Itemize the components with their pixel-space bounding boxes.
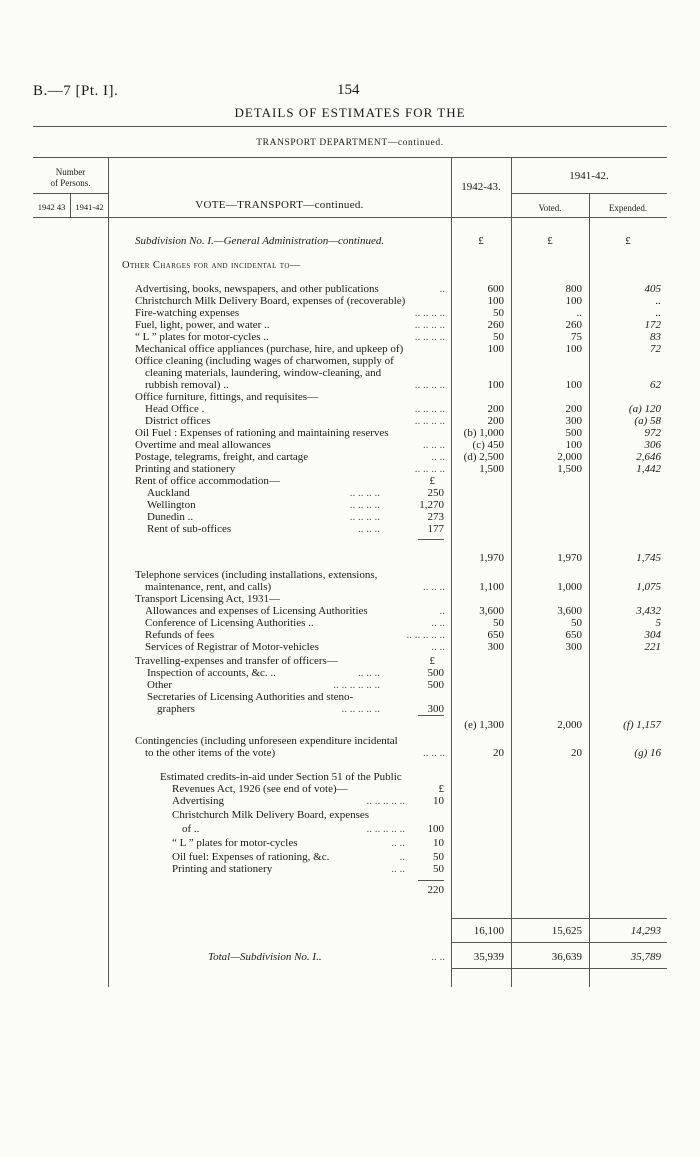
- row-3-leader: .. .. .. ..: [414, 319, 445, 331]
- row-7-label: cleaning materials, laundering, window-cleaning, and: [145, 367, 382, 379]
- row-3-estimate: 260: [487, 319, 504, 331]
- credit-item-0-leader: .. .. .. .. ..: [366, 795, 405, 807]
- row-2-voted: ..: [576, 307, 582, 319]
- row-12-label: Oil Fuel : Expenses of rationing and maintaining reserves: [135, 427, 389, 439]
- row-0-estimate: 600: [487, 283, 504, 295]
- row2-4-voted: 50: [571, 617, 582, 629]
- credit-item-5-label: Printing and stationery: [172, 863, 273, 875]
- vote-label: VOTE—TRANSPORT—continued.: [195, 199, 364, 211]
- row2-6-voted: 300: [565, 641, 582, 653]
- row-0-expended: 405: [644, 283, 661, 295]
- row-2-estimate: 50: [493, 307, 504, 319]
- rent-item-2-amount: 273: [427, 511, 444, 523]
- total-voted: 36,639: [551, 951, 582, 963]
- row-10-voted: 200: [565, 403, 582, 415]
- row2-6-leader: .. ..: [431, 641, 445, 653]
- row2-4-estimate: 50: [493, 617, 504, 629]
- row-8-estimate: 100: [487, 379, 504, 391]
- row-3-voted: 260: [565, 319, 582, 331]
- row2-3-voted: 3,600: [557, 605, 582, 617]
- currency-estimate: £: [478, 235, 484, 247]
- travel-item-3-leader: .. .. .. .. ..: [341, 703, 380, 715]
- header-divider: [33, 126, 667, 127]
- rent-item-0-amount: 250: [427, 487, 444, 499]
- row-4-voted: 75: [571, 331, 582, 343]
- rent-total-estimate: 1,970: [479, 552, 504, 564]
- credit-item-1-label: Christchurch Milk Delivery Board, expenses: [172, 809, 370, 821]
- subtotal-expended: 14,293: [630, 925, 661, 937]
- subdivision-heading: Subdivision No. I.—General Administration—continued.: [135, 235, 385, 247]
- row2-1-estimate: 1,100: [479, 581, 504, 593]
- row2-2-label: Transport Licensing Act, 1931—: [135, 593, 281, 605]
- row-4-leader: .. .. .. ..: [414, 331, 445, 343]
- row2-1-label: maintenance, rent, and calls): [145, 581, 272, 593]
- rent-item-0-label: Auckland: [147, 487, 190, 499]
- rent-item-1-leader: .. .. .. ..: [349, 499, 380, 511]
- rent-item-3-label: Rent of sub-offices: [147, 523, 232, 535]
- row2-6-expended: 221: [644, 641, 661, 653]
- travel-item-3-label: graphers: [157, 703, 195, 715]
- row-11-label: District offices: [145, 415, 211, 427]
- row2-3-expended: 3,432: [636, 605, 661, 617]
- row-1-voted: 100: [565, 295, 582, 307]
- row2-5-estimate: 650: [487, 629, 504, 641]
- credits-heading: Estimated credits-in-aid under Section 51 of the Public: [160, 771, 402, 783]
- row-8-voted: 100: [565, 379, 582, 391]
- rent-total-voted: 1,970: [557, 552, 582, 564]
- row2-3-leader: ..: [439, 605, 445, 617]
- row2-0-label: Telephone services (including installations, extensions,: [135, 569, 378, 581]
- page-title: DETAILS OF ESTIMATES FOR THE: [234, 105, 466, 120]
- credits-total: 220: [427, 884, 444, 896]
- row2-1-expended: 1,075: [636, 581, 661, 593]
- row-11-estimate: 200: [487, 415, 504, 427]
- row-1-expended: ..: [655, 295, 661, 307]
- total-expended: 35,789: [630, 951, 661, 963]
- rent-total-expended: 1,745: [636, 552, 661, 564]
- travel-item-0-leader: .. .. ..: [358, 667, 380, 679]
- rent-item-2-leader: .. .. .. ..: [349, 511, 380, 523]
- rent-item-2-label: Dunedin ..: [147, 511, 194, 523]
- total-bottom-rule: [451, 968, 667, 969]
- contingencies-label: Contingencies (including unforeseen expenditure incidental: [135, 735, 398, 747]
- row2-1-leader: .. .. ..: [423, 581, 445, 593]
- rent-item-3-leader: .. .. ..: [358, 523, 380, 535]
- currency-expended: £: [625, 235, 631, 247]
- row2-4-leader: .. ..: [431, 617, 445, 629]
- estimate-column-rule: [451, 157, 452, 987]
- credit-item-0-label: Advertising: [172, 795, 224, 807]
- row-10-label: Head Office .: [145, 403, 205, 415]
- rent-item-1-label: Wellington: [147, 499, 196, 511]
- persons-column-rule: [108, 157, 109, 987]
- row-12-estimate: (b) 1,000: [463, 427, 504, 439]
- row2-1-voted: 1,000: [557, 581, 582, 593]
- persons-year-a: 1942 43: [37, 202, 66, 212]
- row-10-leader: .. .. .. ..: [414, 403, 445, 415]
- row-2-leader: .. .. .. ..: [414, 307, 445, 319]
- travel-item-0-label: Inspection of accounts, &c. ..: [147, 667, 276, 679]
- rent-sum-rule: [418, 539, 444, 540]
- travel-item-1-label: Other: [147, 679, 173, 691]
- total-leader: .. ..: [431, 951, 445, 963]
- row-5-label: Mechanical office appliances (purchase, hire, and upkeep of): [135, 343, 404, 355]
- persons-label-1: Number: [55, 167, 86, 177]
- row-14-leader: .. ..: [431, 451, 445, 463]
- row-1-estimate: 100: [487, 295, 504, 307]
- row-1-label: Christchurch Milk Delivery Board, expenses of (recoverable): [135, 295, 406, 307]
- contingencies-label-2: to the other items of the vote): [145, 747, 276, 759]
- travel-total-estimate: (e) 1,300: [464, 719, 504, 731]
- header-bottom-rule: [33, 217, 667, 218]
- credit-item-4-label: Oil fuel: Expenses of rationing, &c.: [172, 851, 330, 863]
- section-heading: Other Charges for and incidental to—: [122, 260, 301, 271]
- travel-total-voted: 2,000: [557, 719, 582, 731]
- contingencies-estimate: 20: [493, 747, 504, 759]
- row-5-expended: 72: [650, 343, 661, 355]
- row2-5-voted: 650: [565, 629, 582, 641]
- row-14-label: Postage, telegrams, freight, and cartage: [135, 451, 309, 463]
- row-4-label: “ L ” plates for motor-cycles ..: [135, 331, 269, 343]
- row2-3-estimate: 3,600: [479, 605, 504, 617]
- credits-heading-2: Revenues Act, 1926 (see end of vote)—: [172, 783, 348, 795]
- row-15-voted: 1,500: [557, 463, 582, 475]
- row-15-expended: 1,442: [636, 463, 661, 475]
- row-11-expended: (a) 58: [634, 415, 661, 427]
- row2-5-label: Refunds of fees: [145, 629, 215, 641]
- page-subtitle: TRANSPORT DEPARTMENT—continued.: [256, 138, 444, 148]
- row-8-leader: .. .. .. ..: [414, 379, 445, 391]
- row-0-label: Advertising, books, newspapers, and other publications: [135, 283, 379, 295]
- col-prev-year: 1941-42.: [569, 170, 609, 182]
- col-estimate: 1942-43.: [461, 181, 501, 193]
- credits-currency: £: [438, 783, 444, 795]
- credit-item-2-leader: .. .. .. .. ..: [366, 823, 405, 835]
- row-13-voted: 100: [565, 439, 582, 451]
- credit-item-0-amount: 10: [433, 795, 444, 807]
- row-3-expended: 172: [644, 319, 661, 331]
- credit-item-5-amount: 50: [433, 863, 444, 875]
- travel-item-3-amount: 300: [427, 703, 444, 715]
- table-top-rule: [33, 157, 667, 158]
- row-5-estimate: 100: [487, 343, 504, 355]
- travel-item-1-amount: 500: [427, 679, 444, 691]
- total-label: Total—Subdivision No. I..: [208, 951, 322, 963]
- row-14-estimate: (d) 2,500: [463, 451, 504, 463]
- row2-5-leader: .. .. .. .. ..: [406, 629, 445, 641]
- row-10-estimate: 200: [487, 403, 504, 415]
- contingencies-voted: 20: [571, 747, 582, 759]
- col-voted: Voted.: [538, 203, 562, 213]
- row2-3-label: Allowances and expenses of Licensing Authorities: [145, 605, 368, 617]
- travel-item-1-leader: .. .. .. .. .. ..: [333, 679, 380, 691]
- row-6-label: Office cleaning (including wages of charwomen, supply of: [135, 355, 394, 367]
- row-11-leader: .. .. .. ..: [414, 415, 445, 427]
- row-10-expended: (a) 120: [628, 403, 661, 415]
- row-13-label: Overtime and meal allowances: [135, 439, 271, 451]
- credit-item-4-leader: ..: [399, 851, 405, 863]
- travel-sum-rule: [418, 715, 444, 716]
- rent-item-3-amount: 177: [427, 523, 444, 535]
- row-0-voted: 800: [565, 283, 582, 295]
- row2-6-label: Services of Registrar of Motor-vehicles: [145, 641, 319, 653]
- row-9-label: Office furniture, fittings, and requisites—: [135, 391, 319, 403]
- row-2-expended: ..: [655, 307, 661, 319]
- row-15-label: Printing and stationery: [135, 463, 236, 475]
- rent-item-1-amount: 1,270: [419, 499, 444, 511]
- credit-item-3-label: “ L ” plates for motor-cycles: [172, 837, 298, 849]
- credit-item-2-amount: 100: [427, 823, 444, 835]
- row-12-expended: 972: [644, 427, 661, 439]
- persons-year-b: 1941-42: [75, 202, 104, 212]
- col-expended: Expended.: [608, 203, 648, 213]
- credit-item-5-leader: .. ..: [391, 863, 405, 875]
- row-8-label: rubbish removal) ..: [145, 379, 229, 391]
- row-5-voted: 100: [565, 343, 582, 355]
- credit-item-3-amount: 10: [433, 837, 444, 849]
- row-15-estimate: 1,500: [479, 463, 504, 475]
- row2-5-expended: 304: [644, 629, 661, 641]
- row-14-expended: 2,646: [636, 451, 661, 463]
- row2-7-label: Travelling-expenses and transfer of officers—: [135, 655, 338, 667]
- row-3-label: Fuel, light, power, and water ..: [135, 319, 270, 331]
- row-15-leader: .. .. .. ..: [414, 463, 445, 475]
- row2-6-estimate: 300: [487, 641, 504, 653]
- row2-4-label: Conference of Licensing Authorities ..: [145, 617, 314, 629]
- currency-voted: £: [547, 235, 553, 247]
- total-estimate: 35,939: [473, 951, 504, 963]
- row-13-expended: 306: [644, 439, 661, 451]
- subtotal-voted: 15,625: [551, 925, 582, 937]
- row-13-estimate: (c) 450: [472, 439, 504, 451]
- credit-item-3-leader: .. ..: [391, 837, 405, 849]
- row-16-currency: £: [429, 475, 435, 487]
- travel-item-0-amount: 500: [427, 667, 444, 679]
- row2-7-currency: £: [429, 655, 435, 667]
- contingencies-expended: (g) 16: [634, 747, 661, 759]
- travel-item-2-label: Secretaries of Licensing Authorities and steno-: [147, 691, 354, 703]
- row-4-estimate: 50: [493, 331, 504, 343]
- voted-column-rule: [511, 157, 512, 987]
- row-0-leader: ..: [439, 283, 445, 295]
- row2-4-expended: 5: [655, 617, 661, 629]
- subtotal-estimate: 16,100: [473, 925, 504, 937]
- row-12-voted: 500: [565, 427, 582, 439]
- rent-item-0-leader: .. .. .. ..: [349, 487, 380, 499]
- row-2-label: Fire-watching expenses: [135, 307, 240, 319]
- persons-label-2: of Persons.: [50, 178, 91, 188]
- expended-column-rule: [589, 193, 590, 987]
- page-reference: B.—7 [Pt. I].: [33, 83, 119, 99]
- contingencies-leader: .. .. ..: [423, 747, 445, 759]
- credit-item-2-label: of ..: [182, 823, 200, 835]
- travel-total-expended: (f) 1,157: [623, 719, 661, 731]
- credits-sum-rule: [418, 880, 444, 881]
- row-11-voted: 300: [565, 415, 582, 427]
- row-13-leader: .. .. ..: [423, 439, 445, 451]
- subtotal-bottom-rule: [451, 942, 667, 943]
- row-8-expended: 62: [650, 379, 661, 391]
- row-14-voted: 2,000: [557, 451, 582, 463]
- row-16-label: Rent of office accommodation—: [135, 475, 280, 487]
- row-4-expended: 83: [650, 331, 661, 343]
- subtotal-top-rule: [451, 918, 667, 919]
- credit-item-4-amount: 50: [433, 851, 444, 863]
- page-number: 154: [337, 82, 360, 98]
